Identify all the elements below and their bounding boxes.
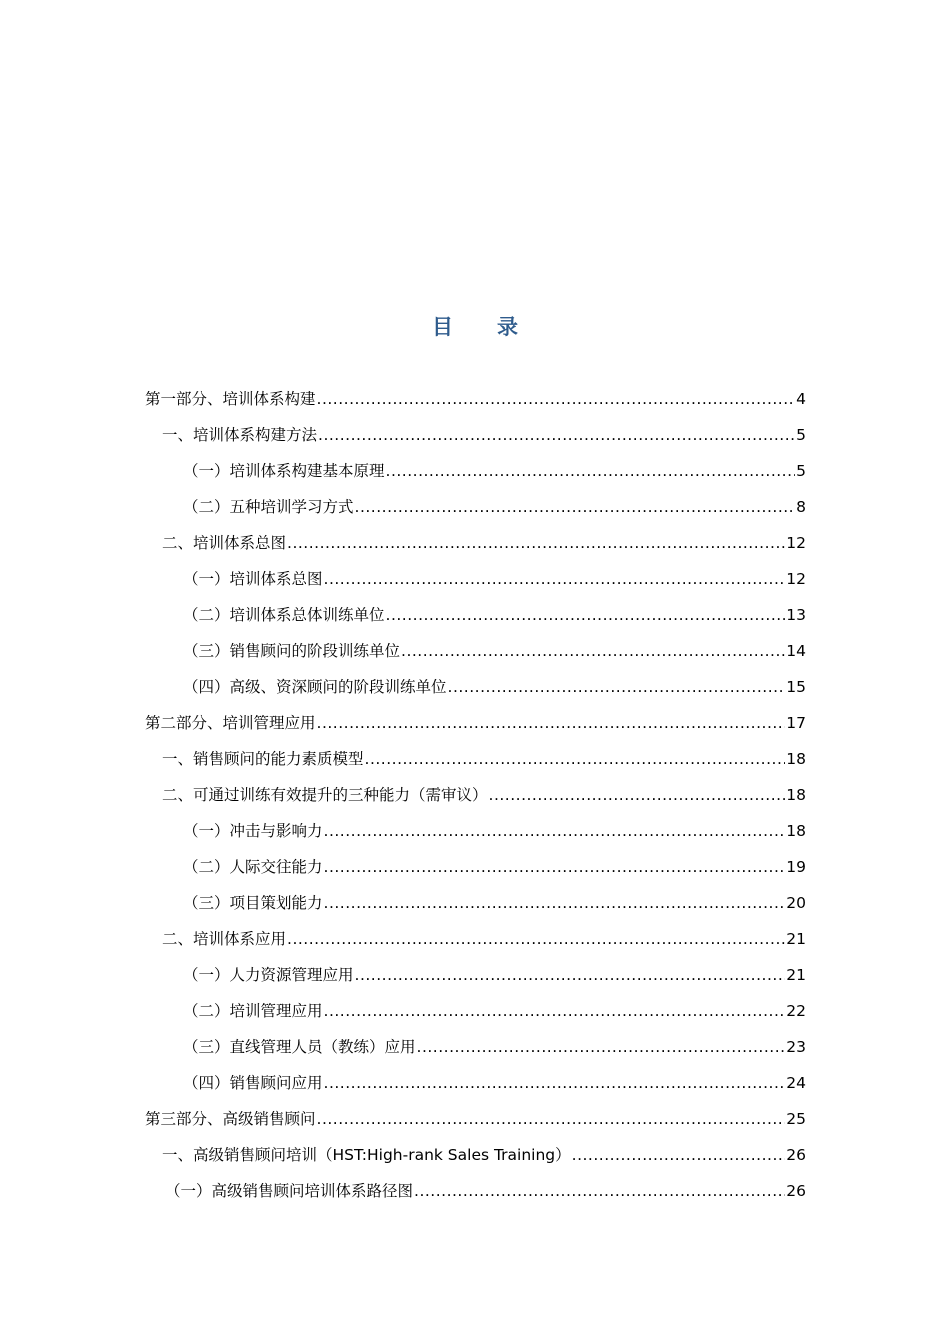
table-of-contents — [145, 381, 806, 1209]
toc-dot-leader — [414, 1173, 785, 1209]
toc-entry-page-number: 21 — [786, 966, 806, 984]
toc-entry-page-number: 20 — [786, 894, 806, 912]
toc-entry[interactable] — [145, 1137, 806, 1173]
toc-dot-leader — [324, 1065, 786, 1101]
toc-entry-label: （一）培训体系构建基本原理 — [183, 462, 385, 480]
toc-dot-leader — [489, 777, 786, 813]
toc-entry[interactable] — [145, 813, 806, 849]
toc-entry[interactable] — [145, 489, 806, 525]
toc-dot-leader — [386, 597, 786, 633]
toc-entry-page-number: 21 — [786, 930, 806, 948]
toc-title: 目录 — [432, 315, 562, 339]
toc-entry[interactable] — [145, 381, 806, 417]
toc-entry-label: 第三部分、高级销售顾问 — [145, 1110, 316, 1128]
toc-entry-page-number: 17 — [786, 714, 806, 732]
toc-dot-leader — [401, 633, 785, 669]
toc-dot-leader — [324, 885, 786, 921]
toc-entry[interactable] — [145, 741, 806, 777]
toc-entry-label: （一）冲击与影响力 — [183, 822, 323, 840]
toc-entry-page-number: 5 — [796, 426, 806, 444]
toc-entry-page-number: 13 — [786, 606, 806, 624]
toc-entry-page-number: 24 — [786, 1074, 806, 1092]
toc-entry-label: 二、可通过训练有效提升的三种能力（需审议） — [162, 786, 488, 804]
toc-entry-label: （二）培训管理应用 — [183, 1002, 323, 1020]
toc-dot-leader — [318, 417, 795, 453]
toc-entry-label: （四）高级、资深顾问的阶段训练单位 — [183, 678, 447, 696]
toc-entry[interactable] — [145, 849, 806, 885]
toc-entry[interactable] — [145, 525, 806, 561]
toc-entry-label: （四）销售顾问应用 — [183, 1074, 323, 1092]
toc-entry-label: （一）人力资源管理应用 — [183, 966, 354, 984]
toc-entry[interactable] — [145, 453, 806, 489]
toc-entry-page-number: 5 — [796, 462, 806, 480]
toc-entry-page-number: 19 — [786, 858, 806, 876]
toc-entry-label: （一）培训体系总图 — [183, 570, 323, 588]
toc-dot-leader — [572, 1137, 786, 1173]
toc-entry[interactable] — [145, 597, 806, 633]
toc-entry-label: 二、培训体系总图 — [162, 534, 287, 552]
toc-dot-leader — [324, 993, 786, 1029]
toc-entry[interactable] — [145, 885, 806, 921]
toc-entry[interactable] — [145, 561, 806, 597]
toc-dot-leader — [324, 561, 786, 597]
toc-entry-page-number: 8 — [796, 498, 806, 516]
toc-dot-leader — [287, 525, 785, 561]
toc-entry[interactable] — [145, 957, 806, 993]
toc-entry-label: 一、培训体系构建方法 — [162, 426, 318, 444]
toc-entry-page-number: 14 — [786, 642, 806, 660]
toc-dot-leader — [324, 849, 786, 885]
toc-entry[interactable] — [145, 993, 806, 1029]
toc-dot-leader — [386, 453, 796, 489]
toc-entry-label: 一、销售顾问的能力素质模型 — [162, 750, 364, 768]
toc-dot-leader — [317, 381, 796, 417]
toc-entry-page-number: 18 — [786, 822, 806, 840]
toc-entry-page-number: 26 — [786, 1146, 806, 1164]
toc-entry-page-number: 12 — [786, 570, 806, 588]
toc-entry-label: （二）人际交往能力 — [183, 858, 323, 876]
toc-entry[interactable] — [145, 777, 806, 813]
toc-dot-leader — [317, 705, 786, 741]
toc-entry-page-number: 23 — [786, 1038, 806, 1056]
toc-dot-leader — [324, 813, 786, 849]
toc-entry-page-number: 18 — [786, 750, 806, 768]
toc-entry-page-number: 26 — [786, 1182, 806, 1200]
toc-entry[interactable] — [145, 669, 806, 705]
toc-entry-label: 二、培训体系应用 — [162, 930, 287, 948]
toc-entry-page-number: 22 — [786, 1002, 806, 1020]
toc-dot-leader — [355, 957, 786, 993]
toc-entry-page-number: 15 — [786, 678, 806, 696]
toc-entry-label: 一、高级销售顾问培训（HST:High-rank Sales Training） — [162, 1146, 571, 1164]
toc-dot-leader — [417, 1029, 786, 1065]
toc-entry[interactable] — [145, 1065, 806, 1101]
toc-entry-page-number: 4 — [796, 390, 806, 408]
toc-entry-label: 第一部分、培训体系构建 — [145, 390, 316, 408]
toc-entry-label: （三）销售顾问的阶段训练单位 — [183, 642, 401, 660]
toc-entry[interactable] — [145, 1101, 806, 1137]
toc-entry[interactable] — [145, 921, 806, 957]
toc-entry-label: （二）五种培训学习方式 — [183, 498, 354, 516]
toc-entry-label: （三）项目策划能力 — [183, 894, 323, 912]
toc-entry-page-number: 25 — [786, 1110, 806, 1128]
toc-entry[interactable] — [145, 1173, 806, 1209]
toc-dot-leader — [365, 741, 786, 777]
toc-entry-page-number: 18 — [786, 786, 806, 804]
toc-dot-leader — [287, 921, 785, 957]
toc-dot-leader — [355, 489, 796, 525]
toc-entry[interactable] — [145, 1029, 806, 1065]
toc-entry[interactable] — [145, 705, 806, 741]
toc-entry-label: （二）培训体系总体训练单位 — [183, 606, 385, 624]
toc-dot-leader — [317, 1101, 786, 1137]
toc-dot-leader — [448, 669, 786, 705]
toc-entry-label: （一）高级销售顾问培训体系路径图 — [165, 1182, 414, 1200]
toc-entry[interactable] — [145, 633, 806, 669]
toc-entry[interactable] — [145, 417, 806, 453]
toc-entry-page-number: 12 — [786, 534, 806, 552]
toc-entry-label: （三）直线管理人员（教练）应用 — [183, 1038, 416, 1056]
toc-entry-label: 第二部分、培训管理应用 — [145, 714, 316, 732]
